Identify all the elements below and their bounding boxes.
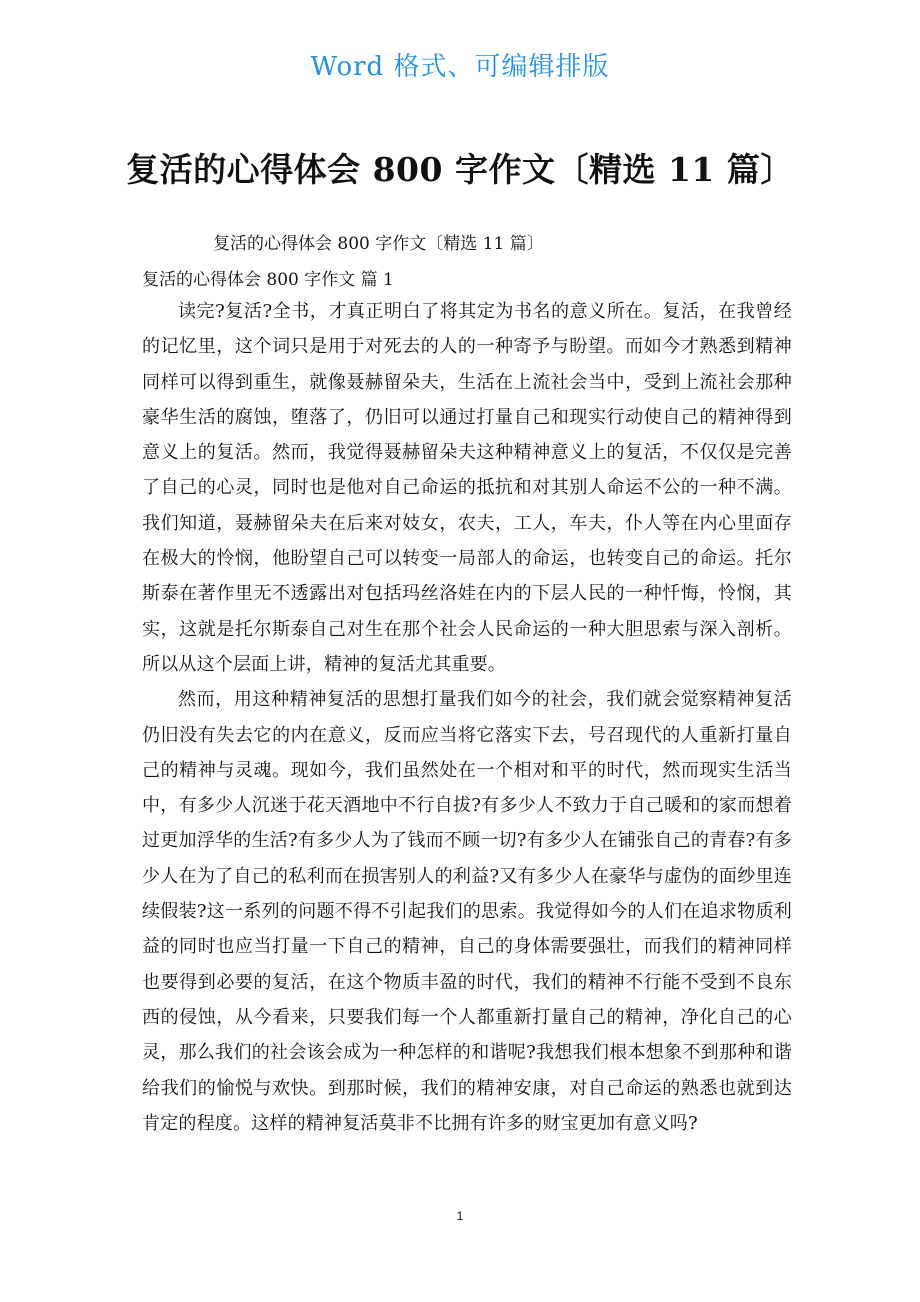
- page-number: 1: [456, 1209, 464, 1223]
- section-heading: 复活的心得体会 800 字作文 篇 1: [142, 270, 394, 290]
- document-body: [142, 294, 792, 1141]
- document-subtitle: 复活的心得体会 800 字作文〔精选 11 篇〕: [213, 234, 544, 254]
- body-paragraph: 然而，用这种精神复活的思想打量我们如今的社会，我们就会觉察精神复活仍旧没有失去它的内在意义，反而应当将它落实下去，号召现代的人重新打量自己的精神与灵魂。现如今，我们虽然处在一个相对和平的时代，然而现实生活当中，有多少人沉迷于花天酒地中不行自拔?有多少人不致力于自己暖和的家而想着过更加浮华的生活?有多少人为了钱而不顾一切?有多少人在铺张自己的青春?有多少人在为了自己的私利而在损害别人的利益?又有多少人在豪华与虚伪的面纱里连续假装?这一系列的问题不得不引起我们的思索。我觉得如今的人们在追求物质利益的同时也应当打量一下自己的精神，自己的身体需要强壮，而我们的精神同样也要得到必要的复活，在这个物质丰盈的时代，我们的精神不行能不受到不良东西的侵蚀，从今看来，只要我们每一个人都重新打量自己的精神，净化自己的心灵，那么我们的社会该会成为一种怎样的和谐呢?我想我们根本想象不到那种和谐给我们的愉悦与欢快。到那时候，我们的精神安康，对自己命运的熟悉也就到达肯定的程度。这样的精神复活莫非不比拥有许多的财宝更加有意义吗?: [142, 689, 792, 1134]
- body-paragraph: 读完?复活?全书，才真正明白了将其定为书名的意义所在。复活，在我曾经的记忆里，这个词只是用于对死去的人的一种寄予与盼望。而如今才熟悉到精神同样可以得到重生，就像聂赫留朵夫，生活在上流社会当中，受到上流社会那种豪华生活的腐蚀，堕落了，仍旧可以通过打量自己和现实行动使自己的精神得到意义上的复活。然而，我觉得聂赫留朵夫这种精神意义上的复活，不仅仅是完善了自己的心灵，同时也是他对自己命运的抵抗和对其别人命运不公的一种不满。我们知道，聂赫留朵夫在后来对妓女，农夫，工人，车夫，仆人等在内心里面存在极大的怜悯，他盼望自己可以转变一局部人的命运，也转变自己的命运。托尔斯泰在著作里无不透露出对包括玛丝洛娃在内的下层人民的一种忏悔，怜悯，其实，这就是托尔斯泰自己对生在那个社会人民命运的一种大胆思索与深入剖析。所以从这个层面上讲，精神的复活尤其重要。: [142, 301, 792, 675]
- format-banner: Word 格式、可编辑排版: [310, 52, 610, 82]
- document-title: 复活的心得体会 800 字作文〔精选 11 篇〕: [126, 150, 794, 189]
